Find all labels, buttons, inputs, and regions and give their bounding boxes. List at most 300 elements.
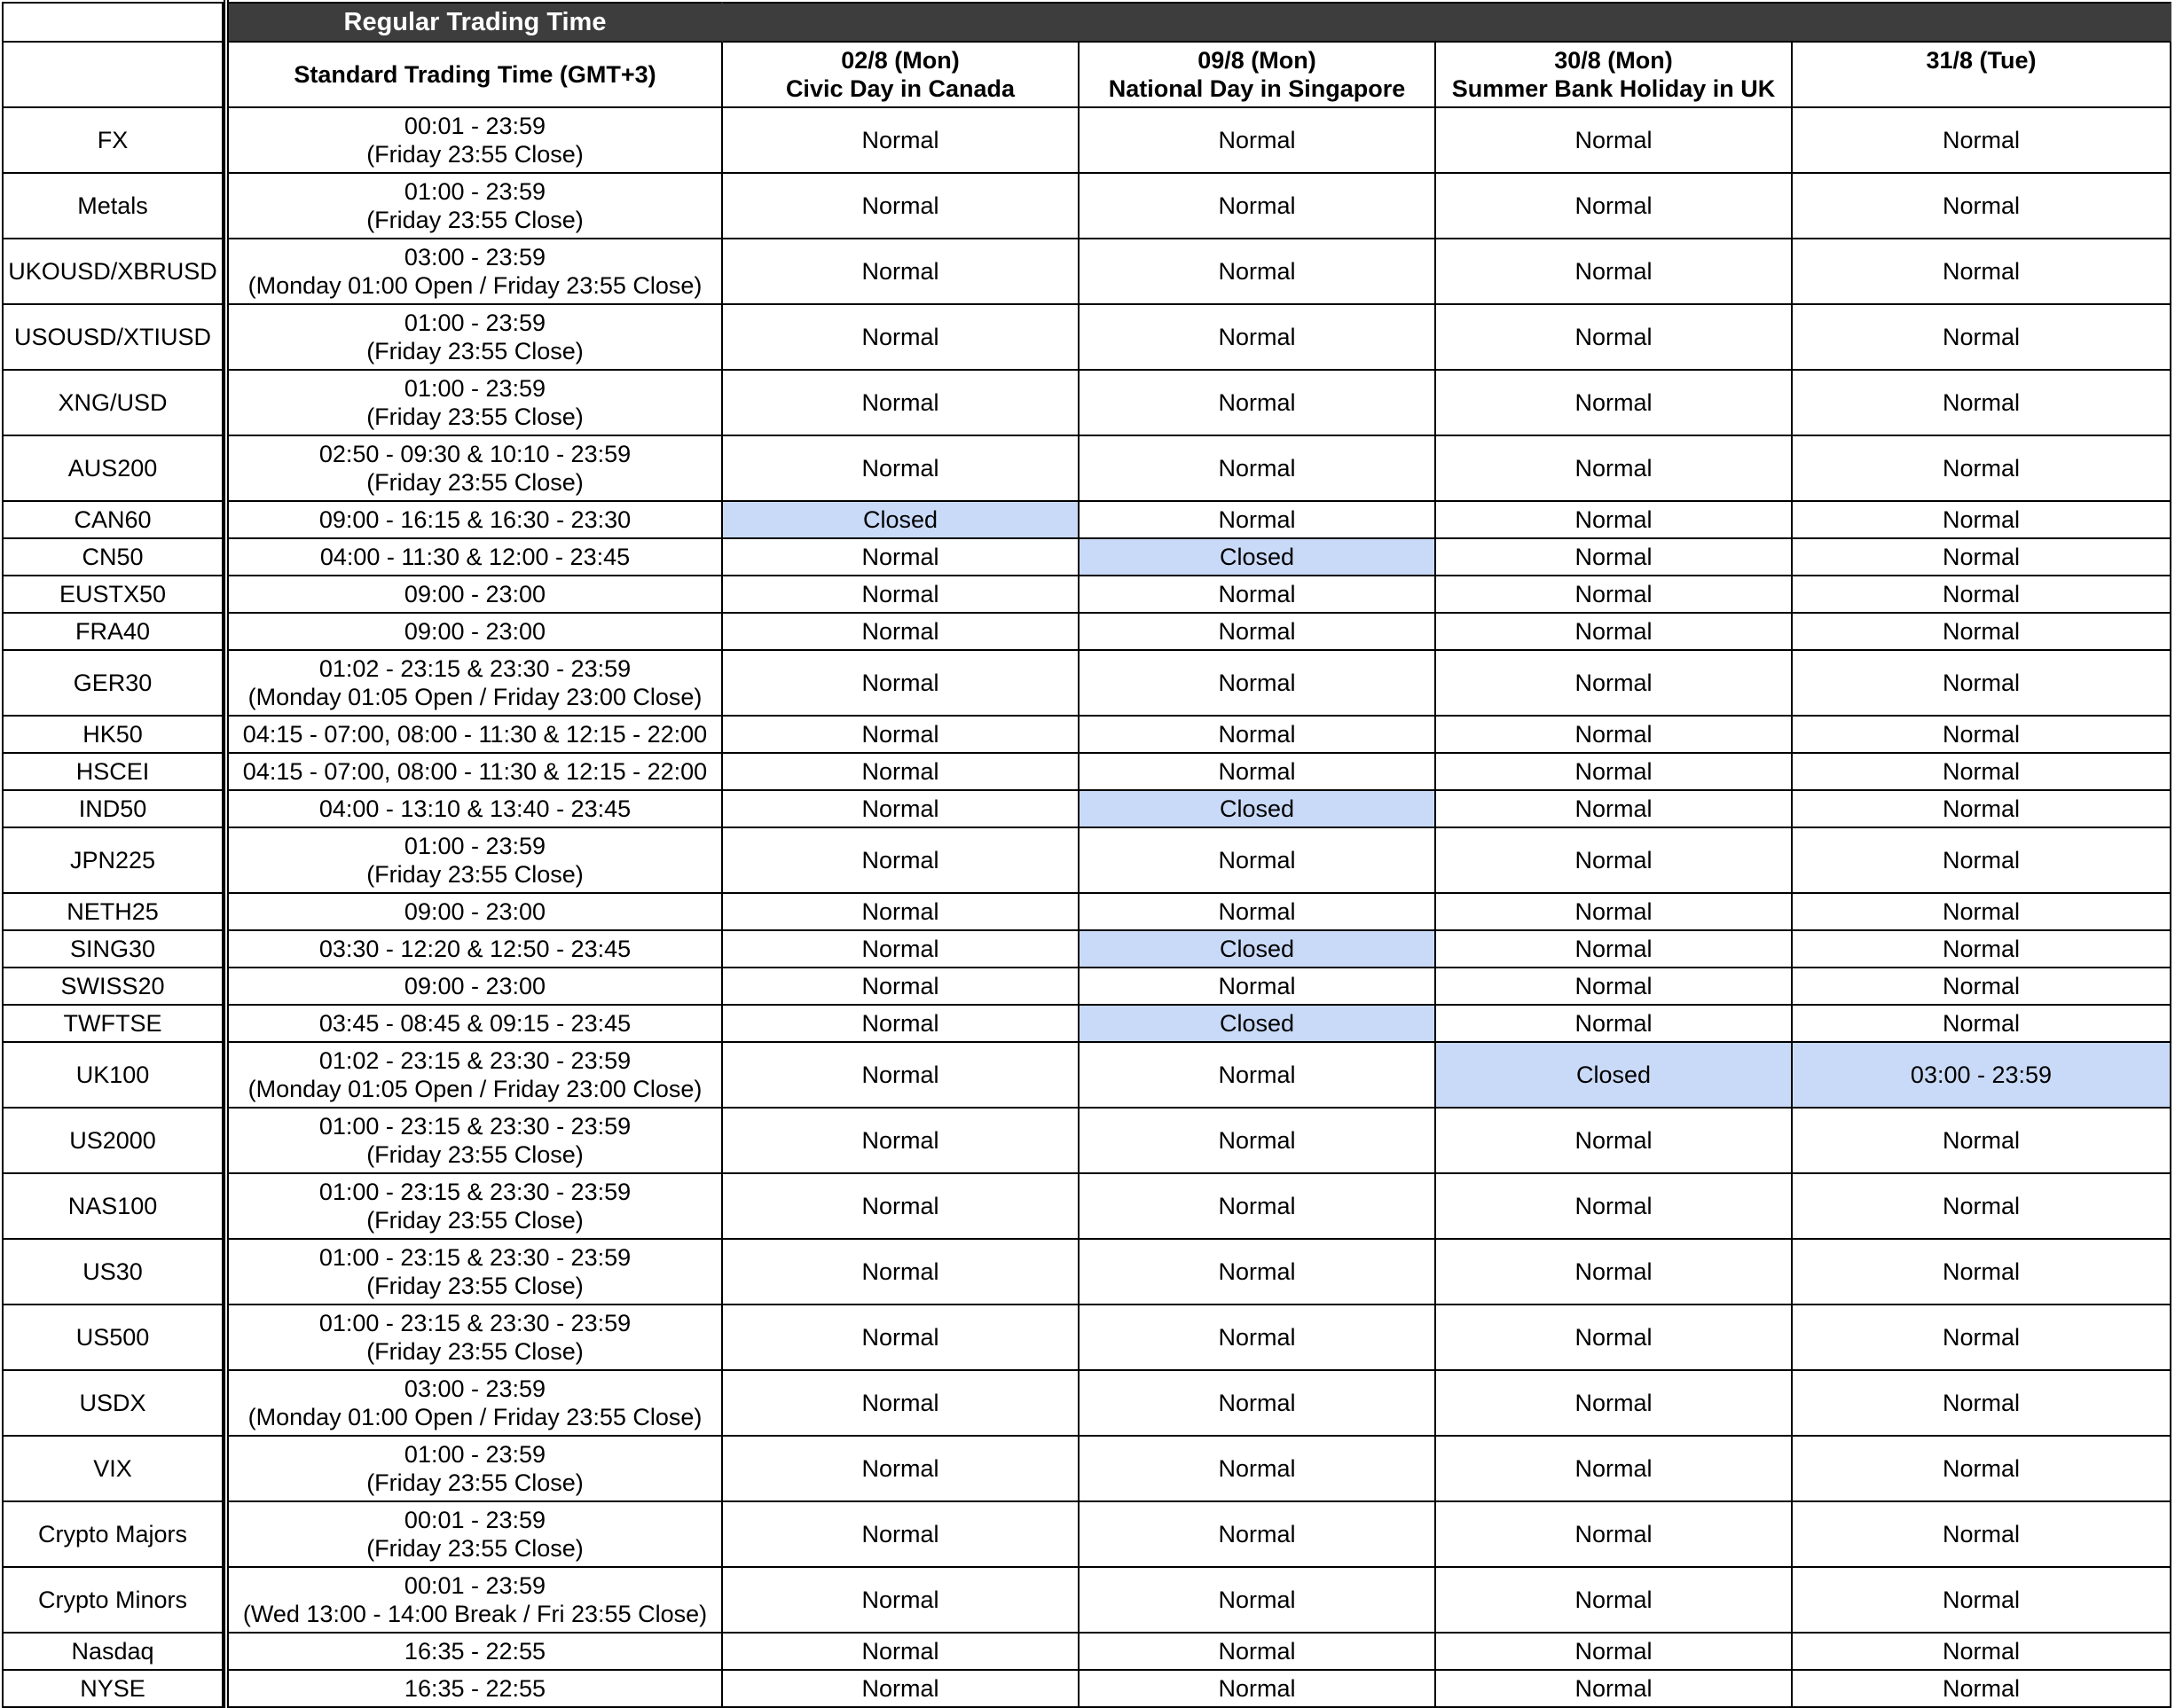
standard-time-cell[interactable] <box>229 754 723 791</box>
status-normal: Normal <box>1942 1127 2020 1154</box>
status-cell[interactable] <box>1793 614 2171 651</box>
status-normal: Normal <box>1942 1010 2020 1037</box>
symbol-cell[interactable] <box>2 539 224 576</box>
status-cell[interactable] <box>723 108 1080 174</box>
status-cell[interactable] <box>1080 1437 1436 1502</box>
status-normal: Normal <box>1218 670 1296 696</box>
status-cell[interactable] <box>1080 1371 1436 1437</box>
status-normal: Normal <box>861 1587 939 1613</box>
symbol-cell[interactable] <box>2 1671 224 1708</box>
standard-time-text: 01:02 - 23:15 & 23:30 - 23:59 <box>318 655 632 682</box>
symbol-cell[interactable] <box>2 1568 224 1634</box>
symbol-cell[interactable] <box>2 1240 224 1305</box>
status-cell[interactable] <box>1436 108 1793 174</box>
header-date-label: 02/8 (Mon) <box>841 47 960 74</box>
status-cell[interactable] <box>1793 371 2171 436</box>
status-cell[interactable] <box>1793 1006 2171 1043</box>
status-cell[interactable] <box>1793 828 2171 894</box>
status-normal: Normal <box>1942 258 2020 285</box>
status-cell[interactable] <box>1793 539 2171 576</box>
status-cell[interactable] <box>1793 1502 2171 1568</box>
status-normal: Normal <box>1218 1521 1296 1547</box>
standard-time-cell[interactable] <box>229 502 723 539</box>
status-cell[interactable] <box>1793 1109 2171 1174</box>
status-cell[interactable] <box>1436 576 1793 614</box>
symbol-cell[interactable] <box>2 174 224 239</box>
status-cell[interactable] <box>1436 1502 1793 1568</box>
standard-time-text: 01:00 - 23:59 <box>404 375 546 402</box>
standard-time-text: 03:45 - 08:45 & 09:15 - 23:45 <box>318 1010 632 1037</box>
status-cell[interactable] <box>1080 894 1436 931</box>
status-cell[interactable] <box>1793 968 2171 1006</box>
symbol-label: CAN60 <box>74 506 152 533</box>
status-normal: Normal <box>861 670 939 696</box>
status-normal: Normal <box>1942 1587 2020 1613</box>
standard-time-cell[interactable] <box>229 371 723 436</box>
status-normal: Normal <box>1218 1390 1296 1416</box>
standard-time-cell[interactable] <box>229 1371 723 1437</box>
status-cell[interactable] <box>723 1371 1080 1437</box>
status-normal: Normal <box>1218 506 1296 533</box>
symbol-label: IND50 <box>78 795 147 822</box>
status-cell[interactable] <box>723 174 1080 239</box>
standard-time-cell[interactable] <box>229 239 723 305</box>
standard-time-cell[interactable] <box>229 1174 723 1240</box>
header-date-label: 09/8 (Mon) <box>1197 47 1316 74</box>
symbol-label: NETH25 <box>67 898 159 925</box>
status-cell[interactable] <box>723 539 1080 576</box>
status-normal: Normal <box>861 324 939 350</box>
status-normal: Normal <box>1942 544 2020 570</box>
symbol-label: XNG/USD <box>58 389 168 416</box>
status-normal: Normal <box>861 618 939 645</box>
symbol-label: US2000 <box>69 1127 156 1154</box>
status-cell[interactable] <box>1080 502 1436 539</box>
status-cell[interactable] <box>1436 651 1793 717</box>
symbol-cell[interactable] <box>2 894 224 931</box>
status-cell[interactable] <box>1793 1568 2171 1634</box>
status-normal: Normal <box>1574 389 1653 416</box>
status-cell[interactable] <box>723 1006 1080 1043</box>
status-normal: Normal <box>1218 721 1296 748</box>
status-cell[interactable] <box>1436 436 1793 502</box>
status-normal: Normal <box>1218 847 1296 874</box>
standard-time-text: (Monday 01:05 Open / Friday 23:00 Close) <box>247 1076 703 1102</box>
status-normal: Normal <box>1574 1193 1653 1219</box>
status-cell[interactable] <box>1080 576 1436 614</box>
symbol-cell[interactable] <box>2 502 224 539</box>
status-cell[interactable] <box>1080 1305 1436 1371</box>
status-normal: Normal <box>1218 758 1296 785</box>
status-normal: Normal <box>861 721 939 748</box>
status-normal: Normal <box>1574 898 1653 925</box>
header-holiday-label: Civic Day in Canada <box>785 75 1016 102</box>
symbol-label: AUS200 <box>67 455 158 482</box>
symbol-cell[interactable] <box>2 1305 224 1371</box>
symbol-cell[interactable] <box>2 651 224 717</box>
status-cell[interactable] <box>1436 305 1793 371</box>
standard-time-cell[interactable] <box>229 791 723 828</box>
standard-time-text: (Friday 23:55 Close) <box>366 207 584 233</box>
standard-time-cell[interactable] <box>229 1109 723 1174</box>
status-cell[interactable] <box>1436 539 1793 576</box>
status-normal: Normal <box>861 1638 939 1665</box>
symbol-cell[interactable] <box>2 436 224 502</box>
symbol-cell[interactable] <box>2 614 224 651</box>
status-cell[interactable] <box>723 614 1080 651</box>
status-cell[interactable] <box>723 1437 1080 1502</box>
status-cell[interactable] <box>723 828 1080 894</box>
symbol-cell[interactable] <box>2 1437 224 1502</box>
status-normal: Normal <box>1574 324 1653 350</box>
status-cell[interactable] <box>1436 1568 1793 1634</box>
status-normal: Normal <box>861 455 939 482</box>
symbol-cell[interactable] <box>2 576 224 614</box>
status-cell[interactable] <box>1793 791 2171 828</box>
status-normal: Normal <box>1574 506 1653 533</box>
symbol-label: USDX <box>79 1390 146 1416</box>
status-cell[interactable] <box>723 576 1080 614</box>
status-cell[interactable] <box>1436 754 1793 791</box>
status-cell[interactable] <box>723 305 1080 371</box>
standard-time-cell[interactable] <box>229 717 723 754</box>
standard-time-cell[interactable] <box>229 1043 723 1109</box>
status-cell[interactable] <box>723 894 1080 931</box>
symbol-label: HSCEI <box>75 758 150 785</box>
status-cell[interactable] <box>1436 1006 1793 1043</box>
status-normal: Normal <box>1942 1258 2020 1285</box>
status-cell[interactable] <box>723 1043 1080 1109</box>
status-cell[interactable] <box>1080 305 1436 371</box>
standard-time-cell[interactable] <box>229 931 723 968</box>
symbol-cell[interactable] <box>2 1634 224 1671</box>
status-cell[interactable] <box>1436 1371 1793 1437</box>
status-normal: Normal <box>861 1324 939 1351</box>
status-cell[interactable] <box>1080 754 1436 791</box>
symbol-label: UKOUSD/XBRUSD <box>8 258 217 285</box>
status-cell[interactable] <box>1080 968 1436 1006</box>
status-cell[interactable] <box>1793 754 2171 791</box>
symbol-cell[interactable] <box>2 968 224 1006</box>
status-cell[interactable] <box>1793 894 2171 931</box>
standard-time-text: 00:01 - 23:59 <box>404 1507 546 1533</box>
standard-time-text: (Friday 23:55 Close) <box>366 1469 584 1496</box>
status-cell[interactable] <box>1080 539 1436 576</box>
status-normal: Normal <box>861 758 939 785</box>
status-normal: Normal <box>1574 721 1653 748</box>
status-cell[interactable] <box>1080 931 1436 968</box>
status-normal: Normal <box>1942 721 2020 748</box>
status-cell[interactable] <box>1436 1305 1793 1371</box>
status-cell[interactable] <box>1793 576 2171 614</box>
standard-time-text: (Friday 23:55 Close) <box>366 861 584 888</box>
status-cell[interactable] <box>1793 174 2171 239</box>
symbol-cell[interactable] <box>2 1174 224 1240</box>
status-normal: Normal <box>1942 898 2020 925</box>
standard-time-cell[interactable] <box>229 968 723 1006</box>
status-normal: Normal <box>1574 1455 1653 1482</box>
status-cell[interactable] <box>1080 436 1436 502</box>
status-normal: Normal <box>1942 1324 2020 1351</box>
status-closed: Closed <box>1219 936 1295 962</box>
status-cell[interactable] <box>1436 1437 1793 1502</box>
status-cell[interactable] <box>1436 828 1793 894</box>
status-cell[interactable] <box>1436 1174 1793 1240</box>
status-normal: Normal <box>1574 581 1653 607</box>
header-holiday-label: National Day in Singapore <box>1108 75 1406 102</box>
status-cell[interactable] <box>1793 717 2171 754</box>
standard-time-cell[interactable] <box>229 305 723 371</box>
status-cell[interactable] <box>723 371 1080 436</box>
status-normal: Normal <box>1574 973 1653 999</box>
symbol-label: FX <box>97 127 129 153</box>
standard-time-text: (Friday 23:55 Close) <box>366 338 584 364</box>
symbol-cell[interactable] <box>2 754 224 791</box>
header-date-2[interactable] <box>1080 43 1436 108</box>
status-cell[interactable] <box>1436 614 1793 651</box>
status-normal: Normal <box>861 936 939 962</box>
symbol-label: TWFTSE <box>63 1010 162 1037</box>
header-date-label: 30/8 (Mon) <box>1554 47 1673 74</box>
status-cell[interactable] <box>1793 108 2171 174</box>
symbol-cell[interactable] <box>2 791 224 828</box>
status-cell[interactable] <box>1793 305 2171 371</box>
status-normal: Normal <box>1218 1455 1296 1482</box>
status-cell[interactable] <box>723 968 1080 1006</box>
status-cell[interactable] <box>1793 1305 2171 1371</box>
standard-time-text: (Friday 23:55 Close) <box>366 1207 584 1234</box>
status-cell[interactable] <box>723 1109 1080 1174</box>
status-cell[interactable] <box>1080 828 1436 894</box>
standard-time-cell[interactable] <box>229 1568 723 1634</box>
header-standard-time-label: Standard Trading Time (GMT+3) <box>294 61 656 88</box>
status-cell[interactable] <box>723 436 1080 502</box>
standard-time-cell[interactable] <box>229 1006 723 1043</box>
status-cell[interactable] <box>1436 968 1793 1006</box>
symbol-cell[interactable] <box>2 305 224 371</box>
status-closed: Closed <box>862 506 938 533</box>
status-cell[interactable] <box>723 502 1080 539</box>
status-cell[interactable] <box>1080 614 1436 651</box>
status-cell[interactable] <box>1080 174 1436 239</box>
standard-time-cell[interactable] <box>229 436 723 502</box>
status-cell[interactable] <box>1080 371 1436 436</box>
status-cell[interactable] <box>1436 1240 1793 1305</box>
standard-time-cell[interactable] <box>229 894 723 931</box>
standard-time-cell[interactable] <box>229 174 723 239</box>
status-normal: Normal <box>861 127 939 153</box>
status-cell[interactable] <box>1080 108 1436 174</box>
standard-time-text: (Wed 13:00 - 14:00 Break / Fri 23:55 Close) <box>242 1601 708 1627</box>
status-cell[interactable] <box>1793 1174 2171 1240</box>
status-cell[interactable] <box>1436 239 1793 305</box>
symbol-cell[interactable] <box>2 1043 224 1109</box>
status-cell[interactable] <box>1080 1174 1436 1240</box>
standard-time-text: 01:00 - 23:59 <box>404 178 546 205</box>
header-date-4[interactable] <box>1793 43 2171 108</box>
title-bar-fill <box>723 2 2171 43</box>
standard-time-text: (Friday 23:55 Close) <box>366 1338 584 1365</box>
status-cell[interactable] <box>723 754 1080 791</box>
standard-time-cell[interactable] <box>229 576 723 614</box>
status-normal: Normal <box>861 1127 939 1154</box>
status-normal: Normal <box>861 258 939 285</box>
symbol-label: NAS100 <box>67 1193 158 1219</box>
status-normal: Normal <box>861 847 939 874</box>
status-normal: Normal <box>1218 1587 1296 1613</box>
status-cell[interactable] <box>1436 502 1793 539</box>
standard-time-text: (Friday 23:55 Close) <box>366 469 584 496</box>
status-cell[interactable] <box>1436 1109 1793 1174</box>
standard-time-cell[interactable] <box>229 614 723 651</box>
standard-time-cell[interactable] <box>229 539 723 576</box>
status-cell[interactable] <box>1793 651 2171 717</box>
status-normal: Normal <box>1574 936 1653 962</box>
standard-time-text: 09:00 - 23:00 <box>404 898 546 925</box>
standard-time-text: 01:00 - 23:15 & 23:30 - 23:59 <box>318 1310 632 1336</box>
standard-time-text: 04:15 - 07:00, 08:00 - 11:30 & 12:15 - 22:00 <box>242 758 708 785</box>
status-cell[interactable] <box>1436 894 1793 931</box>
status-cell[interactable] <box>1080 1240 1436 1305</box>
status-cell[interactable] <box>1436 931 1793 968</box>
status-cell[interactable] <box>1793 1371 2171 1437</box>
header-date-1[interactable] <box>723 43 1080 108</box>
status-cell[interactable] <box>723 1502 1080 1568</box>
symbol-cell[interactable] <box>2 931 224 968</box>
status-normal: Normal <box>861 1390 939 1416</box>
status-cell[interactable] <box>1080 1634 1436 1671</box>
status-normal: Normal <box>861 1193 939 1219</box>
status-normal: Normal <box>1942 127 2020 153</box>
status-normal: Normal <box>1574 1587 1653 1613</box>
status-normal: Normal <box>861 1010 939 1037</box>
status-cell[interactable] <box>723 1568 1080 1634</box>
status-cell[interactable] <box>723 239 1080 305</box>
status-cell[interactable] <box>1436 1671 1793 1708</box>
status-cell[interactable] <box>1080 1568 1436 1634</box>
standard-time-text: 09:00 - 16:15 & 16:30 - 23:30 <box>318 506 632 533</box>
header-date-3[interactable] <box>1436 43 1793 108</box>
symbol-label: SWISS20 <box>60 973 165 999</box>
standard-time-cell[interactable] <box>229 1671 723 1708</box>
standard-time-cell[interactable] <box>229 108 723 174</box>
status-normal: Normal <box>1218 898 1296 925</box>
standard-time-text: 03:30 - 12:20 & 12:50 - 23:45 <box>318 936 632 962</box>
standard-time-text: 04:15 - 07:00, 08:00 - 11:30 & 12:15 - 22:00 <box>242 721 708 748</box>
status-cell[interactable] <box>1436 1043 1793 1109</box>
symbol-cell[interactable] <box>2 371 224 436</box>
status-cell[interactable] <box>723 1305 1080 1371</box>
symbol-cell[interactable] <box>2 1371 224 1437</box>
status-cell[interactable] <box>1436 791 1793 828</box>
status-cell[interactable] <box>1793 239 2171 305</box>
symbol-label: EUSTX50 <box>59 581 167 607</box>
status-cell[interactable] <box>1080 1043 1436 1109</box>
status-normal: Normal <box>861 1675 939 1702</box>
status-cell[interactable] <box>1080 1502 1436 1568</box>
status-cell[interactable] <box>1793 436 2171 502</box>
status-normal: Normal <box>1942 758 2020 785</box>
symbol-cell[interactable] <box>2 1006 224 1043</box>
status-cell[interactable] <box>1080 1006 1436 1043</box>
symbol-label: SING30 <box>69 936 156 962</box>
status-cell[interactable] <box>1436 371 1793 436</box>
table-title <box>229 2 723 43</box>
status-cell[interactable] <box>1793 1437 2171 1502</box>
status-cell[interactable] <box>1080 791 1436 828</box>
status-cell[interactable] <box>1793 502 2171 539</box>
standard-time-cell[interactable] <box>229 1634 723 1671</box>
standard-time-text: (Friday 23:55 Close) <box>366 141 584 168</box>
status-cell[interactable] <box>1436 717 1793 754</box>
status-cell[interactable] <box>1080 651 1436 717</box>
status-normal: Normal <box>1574 1390 1653 1416</box>
standard-time-text: 00:01 - 23:59 <box>404 1572 546 1599</box>
status-normal: Normal <box>1574 258 1653 285</box>
symbol-label: Crypto Majors <box>37 1521 188 1547</box>
status-normal: Normal <box>1574 758 1653 785</box>
status-normal: Normal <box>1218 973 1296 999</box>
status-normal: Normal <box>1574 544 1653 570</box>
status-cell[interactable] <box>723 931 1080 968</box>
symbol-cell[interactable] <box>2 828 224 894</box>
standard-time-cell[interactable] <box>229 651 723 717</box>
standard-time-cell[interactable] <box>229 1437 723 1502</box>
symbol-label: Crypto Minors <box>37 1587 188 1613</box>
status-normal: Normal <box>861 581 939 607</box>
status-cell[interactable] <box>1793 1240 2171 1305</box>
status-cell[interactable] <box>723 1634 1080 1671</box>
status-cell[interactable] <box>1080 717 1436 754</box>
symbol-cell[interactable] <box>2 1109 224 1174</box>
status-cell[interactable] <box>723 1174 1080 1240</box>
status-cell[interactable] <box>723 717 1080 754</box>
status-cell[interactable] <box>723 791 1080 828</box>
status-closed: 03:00 - 23:59 <box>1910 1062 2053 1088</box>
status-cell[interactable] <box>1793 931 2171 968</box>
corner-blank-top <box>2 2 224 43</box>
status-cell[interactable] <box>723 651 1080 717</box>
standard-time-text: 00:01 - 23:59 <box>404 113 546 139</box>
standard-time-cell[interactable] <box>229 1305 723 1371</box>
status-cell[interactable] <box>1793 1671 2171 1708</box>
standard-time-cell[interactable] <box>229 1240 723 1305</box>
symbol-cell[interactable] <box>2 1502 224 1568</box>
header-standard-time[interactable] <box>229 43 723 108</box>
status-cell[interactable] <box>1436 174 1793 239</box>
status-cell[interactable] <box>1436 1634 1793 1671</box>
status-cell[interactable] <box>1080 239 1436 305</box>
standard-time-text: (Friday 23:55 Close) <box>366 1535 584 1562</box>
status-cell[interactable] <box>1080 1671 1436 1708</box>
symbol-label: JPN225 <box>69 847 156 874</box>
header-holiday-label: Summer Bank Holiday in UK <box>1451 75 1776 102</box>
status-cell[interactable] <box>1080 1109 1436 1174</box>
status-cell[interactable] <box>1793 1634 2171 1671</box>
status-cell[interactable] <box>723 1671 1080 1708</box>
symbol-cell[interactable] <box>2 717 224 754</box>
status-normal: Normal <box>1574 847 1653 874</box>
status-cell[interactable] <box>1793 1043 2171 1109</box>
symbol-cell[interactable] <box>2 239 224 305</box>
symbol-label: US500 <box>75 1324 150 1351</box>
status-normal: Normal <box>1942 506 2020 533</box>
standard-time-cell[interactable] <box>229 828 723 894</box>
symbol-cell[interactable] <box>2 108 224 174</box>
status-cell[interactable] <box>723 1240 1080 1305</box>
symbol-label: HK50 <box>82 721 143 748</box>
standard-time-cell[interactable] <box>229 1502 723 1568</box>
